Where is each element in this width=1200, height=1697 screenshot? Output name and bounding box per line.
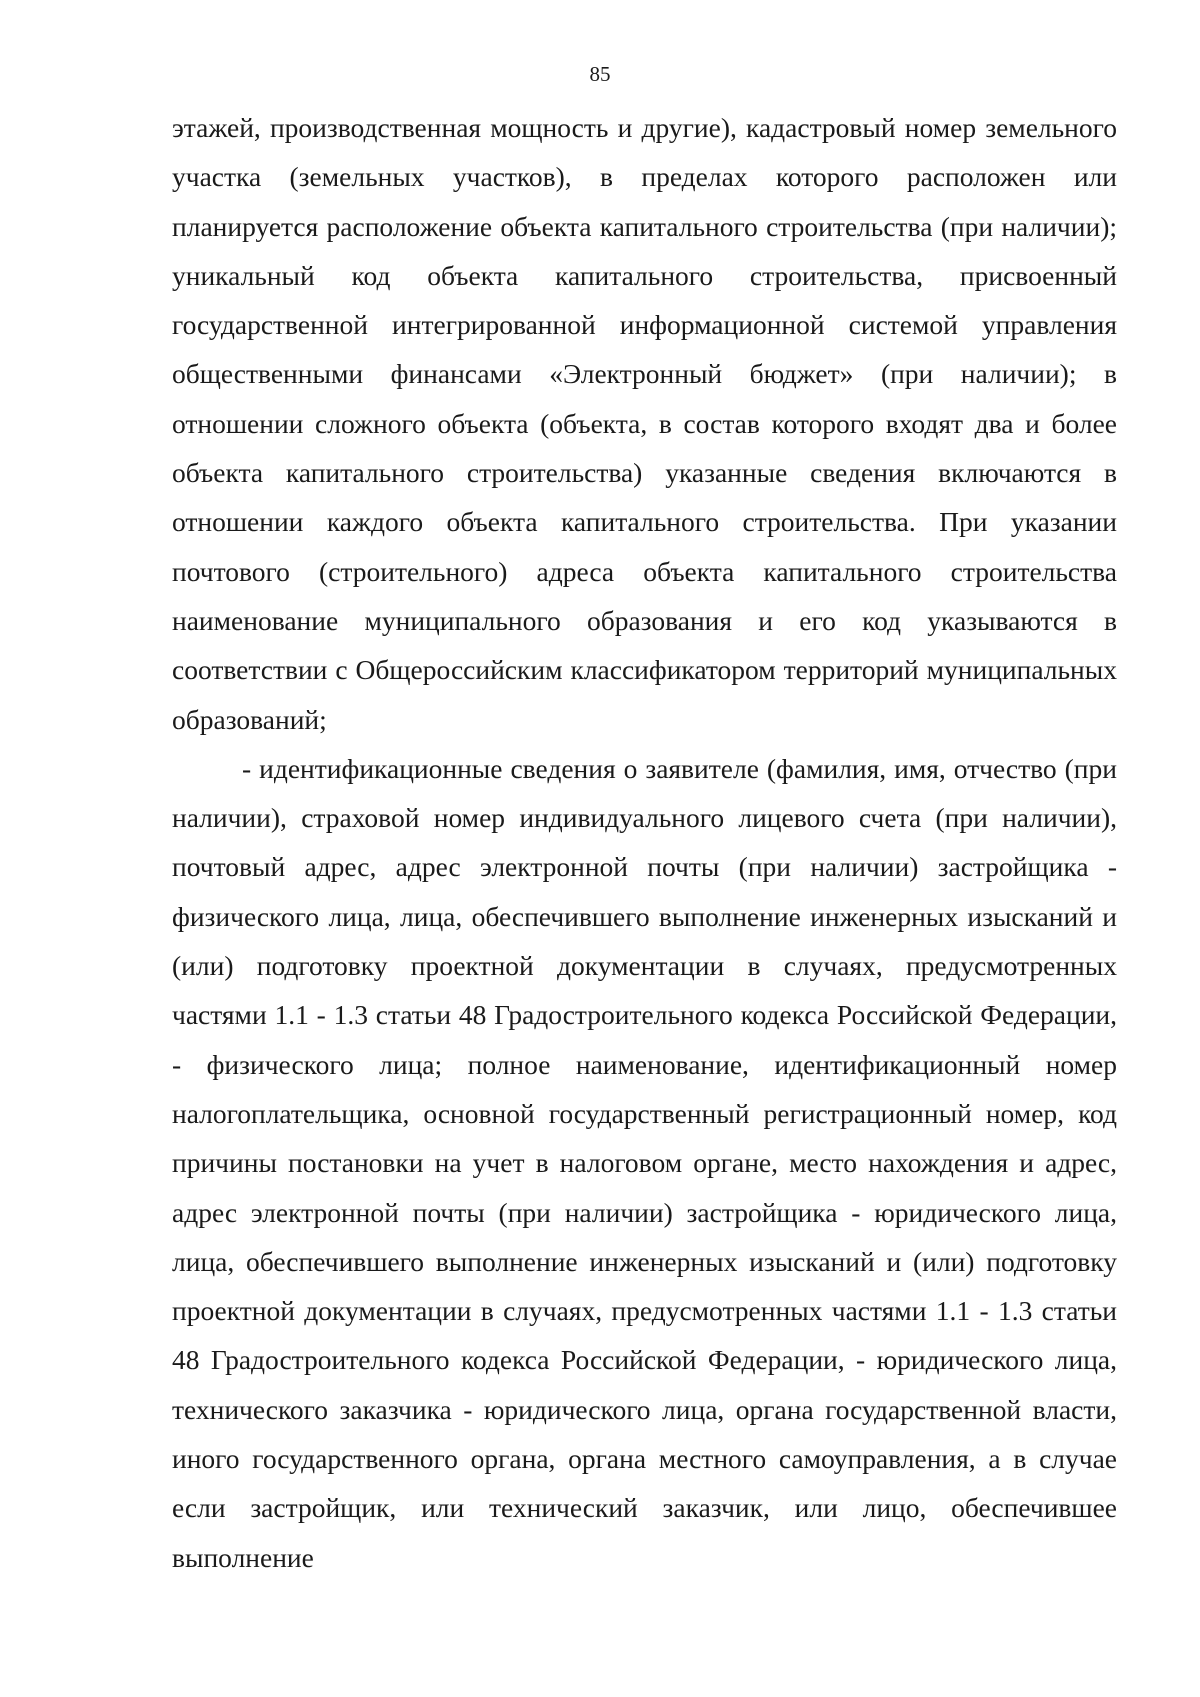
paragraph-object-details: этажей, производственная мощность и другие), кадастровый номер земельного участка (земельных участков), в пределах которого расположен или планируется расположение объекта капитального строительства (при наличии); уникальный код объекта капитального строительства, присвоенный государственной интегрированной информационной системой управления общественными финансами «Электронный бюджет» (при наличии); в отношении сложного объекта (объекта, в состав которого входят два и более объекта капитального строительства) указанные сведения включаются в отношении каждого объекта капитального строительства. При указании почтового (строительного) адреса объекта капитального строительства наименование муниципального образования и его код указываются в соответствии с Общероссийским классификатором территорий муниципальных образований;	[172, 112, 1117, 735]
document-body	[172, 103, 1117, 1582]
page-number: 85	[589, 62, 611, 86]
paragraph-applicant-details: - идентификационные сведения о заявителе (фамилия, имя, отчество (при наличии), страховой номер индивидуального лицевого счета (при наличии), почтовый адрес, адрес электронной почты (при наличии) застройщика - физического лица, лица, обеспечившего выполнение инженерных изысканий и (или) подготовку проектной документации в случаях, предусмотренных частями 1.1 - 1.3 статьи 48 Градостроительного кодекса Российской Федерации, - физического лица; полное наименование, идентификационный номер налогоплательщика, основной государственный регистрационный номер, код причины постановки на учет в налоговом органе, место нахождения и адрес, адрес электронной почты (при наличии) застройщика - юридического лица, лица, обеспечившего выполнение инженерных изысканий и (или) подготовку проектной документации в случаях, предусмотренных частями 1.1 - 1.3 статьи 48 Градостроительного кодекса Российской Федерации, - юридического лица, технического заказчика - юридического лица, органа государственной власти, иного государственного органа, органа местного самоуправления, а в случае если застройщик, или технический заказчик, или лицо, обеспечившее выполнение	[172, 752, 1117, 1573]
